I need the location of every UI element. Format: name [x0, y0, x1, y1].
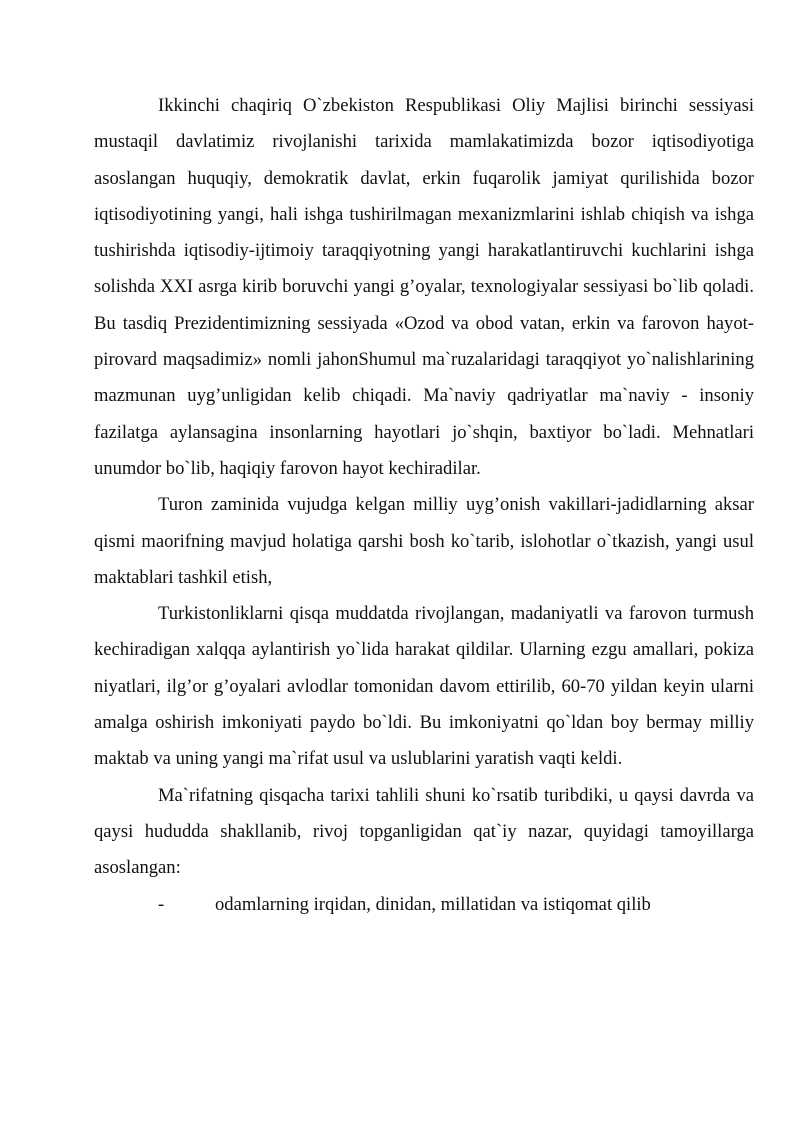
list-marker: -	[158, 893, 165, 915]
paragraph-3: Turkistonliklarni qisqa muddatda rivojlangan, madaniyatli va farovon turmush kechiradigan xalqqa aylantirish yo`lida harakat qildilar. Ularning ezgu amallari, pokiza niyatlari, ilg’or g’oyalari avlodlar tomonidan davom ettirilib, 60-70 yildan keyin ularni amalga oshirish imkoniyati paydo bo`ldi. Bu imkoniyatni qo`ldan boy bermay milliy maktab va uning yangi ma`rifat usul va uslublarini yaratish vaqti keldi.	[94, 603, 754, 770]
paragraph-4: Ma`rifatning qisqacha tarixi tahlili shuni ko`rsatib turibdiki, u qaysi davrda va qaysi hududda shakllanib, rivoj topganligidan qat`iy nazar, quyidagi tamoyillarga asoslangan:	[94, 784, 754, 879]
list-item-text: odamlarning irqidan, dinidan, millatidan va istiqomat qilib	[215, 893, 651, 915]
paragraph-1: Ikkinchi chaqiriq O`zbekiston Respublikasi Oliy Majlisi birinchi sessiyasi mustaqil davlatimiz rivojlanishi tarixida mamlakatimizda bozor iqtisodiyotiga asoslangan huquqiy, demokratik davlat, erkin fuqarolik jamiyat qurilishida bozor iqtisodiyotining yangi, hali ishga tushirilmagan mexanizmlarini ishlab chiqish va ishga tushirishda iqtisodiy-ijtimoiy taraqqiyotning yangi harakatlantiruvchi kuchlarini ishga solishda XXI asrga kirib boruvchi yangi g’oyalar, texnologiyalar sessiyasi bo`lib qoladi. Bu tasdiq Prezidentimizning sessiyada «Ozod va obod vatan, erkin va farovon hayot-pirovard maqsadimiz» nomli jahonShumul ma`ruzalaridagi taraqqiyot yo`nalishlarining mazmunan uyg’unligidan kelib chiqadi. Ma`naviy qadriyatlar ma`naviy - insoniy fazilatga aylansagina insonlarning hayotlari jo`shqin, baxtiyor bo`ladi. Mehnatlari unumdor bo`lib, haqiqiy farovon hayot kechiradilar.	[94, 95, 754, 479]
paragraph-2: Turon zaminida vujudga kelgan milliy uyg’onish vakillari-jadidlarning aksar qismi maorifning mavjud holatiga qarshi bosh ko`tarib, islohotlar o`tkazish, yangi usul maktablari tashkil etish,	[94, 494, 754, 588]
list-item	[94, 887, 754, 923]
document-page	[94, 88, 754, 923]
